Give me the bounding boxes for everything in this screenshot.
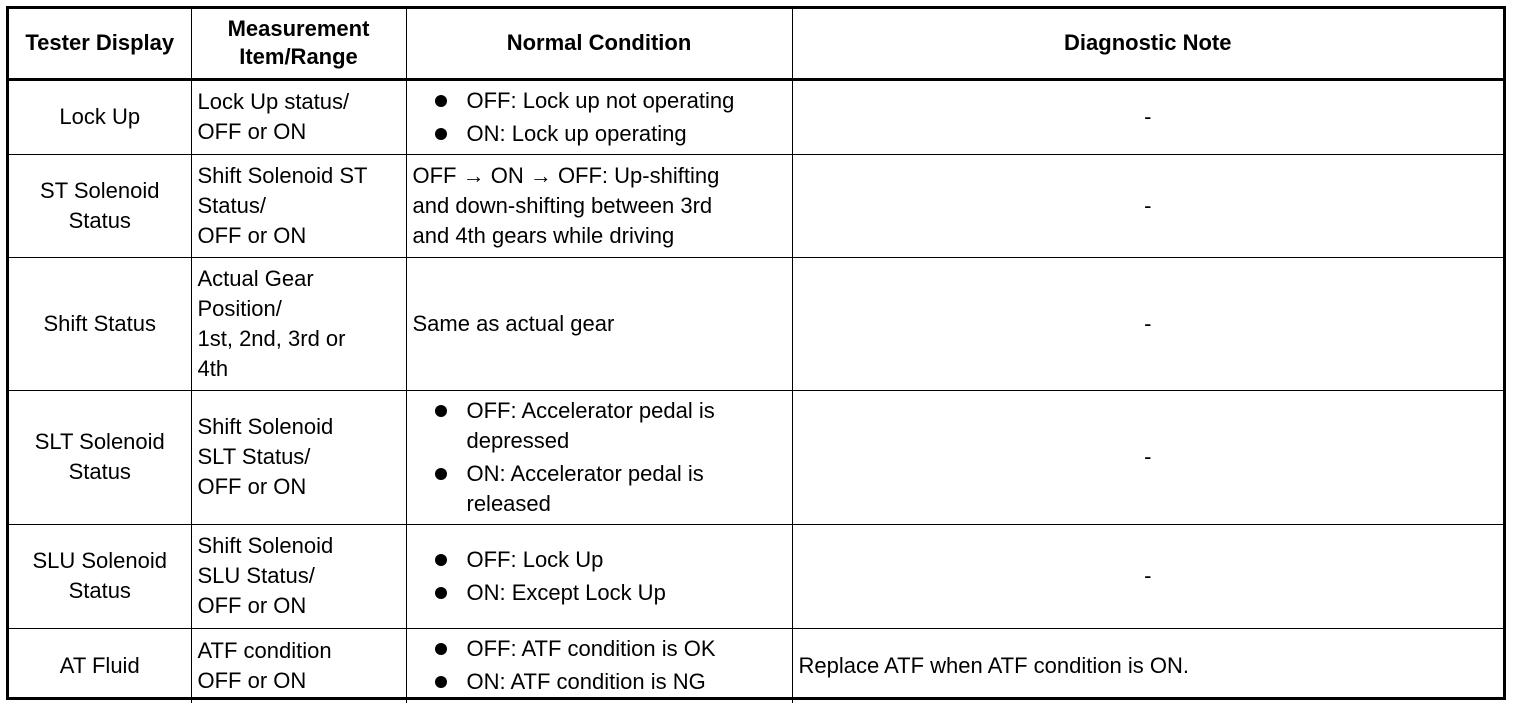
normal-condition-cell [406, 390, 792, 524]
item-line: OFF or ON [197, 222, 307, 248]
measurement-item-cell [191, 79, 406, 154]
header-item-line: Item/Range [239, 44, 358, 70]
condition-bullet: OFF: Lock Up [433, 545, 786, 575]
normal-condition-cell [406, 79, 792, 154]
header-normal-condition: Normal Condition [406, 9, 792, 79]
tester-display-cell [9, 524, 191, 628]
normal-condition-cell [406, 257, 792, 390]
display-line: Status [68, 578, 131, 603]
table-row [9, 628, 1503, 703]
item-line: Shift Solenoid ST [197, 162, 368, 188]
display-line: Lock Up [59, 104, 141, 129]
item-line: Position/ [197, 295, 282, 321]
item-line: ATF condition [197, 637, 332, 663]
measurement-item-cell [191, 628, 406, 703]
item-line: Shift Solenoid [197, 533, 334, 558]
diagnostic-note-cell: Replace ATF when ATF condition is ON. [792, 628, 1503, 703]
diagnostic-note-cell: - [792, 154, 1503, 257]
condition-bullet: ON: Except Lock Up [433, 578, 786, 608]
header-diagnostic-note: Diagnostic Note [792, 9, 1503, 79]
header-item-line: Measurement [227, 16, 370, 42]
tester-display-cell [9, 257, 191, 390]
table-row [9, 390, 1503, 524]
condition-bullet: OFF: ATF condition is OK [433, 634, 786, 664]
normal-condition-cell [406, 628, 792, 703]
normal-condition-cell [406, 524, 792, 628]
item-line: Lock Up status/ [197, 89, 350, 114]
diagnostic-note-cell: - [792, 390, 1503, 524]
item-line: Status/ [197, 192, 266, 218]
item-line: OFF or ON [197, 667, 307, 693]
condition-bullet: ON: Lock up operating [433, 119, 786, 149]
header-measurement-item [191, 9, 406, 79]
display-line: Status [68, 207, 131, 233]
condition-bullet: OFF: Accelerator pedal is depressed [433, 396, 786, 456]
header-tester-display: Tester Display [9, 9, 191, 79]
item-line: OFF or ON [197, 593, 307, 618]
display-line: SLU Solenoid [32, 548, 168, 573]
item-line: SLU Status/ [197, 563, 315, 588]
item-line: 1st, 2nd, 3rd or [197, 325, 346, 351]
condition-line: and 4th gears while driving [412, 222, 675, 248]
normal-condition-cell [406, 154, 792, 257]
data-list-table [9, 9, 1503, 703]
condition-bullet: OFF: Lock up not operating [433, 86, 786, 116]
condition-line: OFF → ON → OFF: Up-shifting [412, 162, 720, 188]
display-line: Status [68, 459, 131, 484]
tester-display-cell [9, 79, 191, 154]
display-line: Shift Status [43, 310, 156, 336]
item-line: OFF or ON [197, 119, 307, 144]
item-line: Actual Gear [197, 265, 314, 291]
measurement-item-cell [191, 257, 406, 390]
diagnostic-note-cell: - [792, 524, 1503, 628]
diagnostic-note-cell: - [792, 79, 1503, 154]
condition-bullet: ON: ATF condition is NG [433, 667, 786, 697]
condition-list [413, 86, 786, 149]
display-line: AT Fluid [59, 652, 140, 678]
table-row [9, 154, 1503, 257]
condition-bullet: ON: Accelerator pedal is released [433, 459, 786, 519]
measurement-item-cell [191, 154, 406, 257]
measurement-item-cell [191, 524, 406, 628]
condition-list [413, 396, 786, 519]
condition-line: and down-shifting between 3rd [412, 192, 713, 218]
table-row [9, 79, 1503, 154]
tester-display-cell [9, 390, 191, 524]
measurement-item-cell [191, 390, 406, 524]
display-line: SLT Solenoid [34, 429, 165, 454]
data-list-table-frame [6, 6, 1506, 700]
item-line: 4th [197, 355, 229, 381]
tester-display-cell [9, 628, 191, 703]
header-row [9, 9, 1503, 79]
condition-list [413, 634, 786, 697]
tester-display-cell [9, 154, 191, 257]
table-row [9, 257, 1503, 390]
diagnostic-note-cell: - [792, 257, 1503, 390]
condition-line: Same as actual gear [412, 310, 615, 336]
item-line: OFF or ON [197, 474, 307, 499]
table-row [9, 524, 1503, 628]
item-line: SLT Status/ [197, 444, 311, 469]
display-line: ST Solenoid [40, 177, 160, 203]
condition-list [413, 545, 786, 608]
item-line: Shift Solenoid [197, 414, 334, 439]
